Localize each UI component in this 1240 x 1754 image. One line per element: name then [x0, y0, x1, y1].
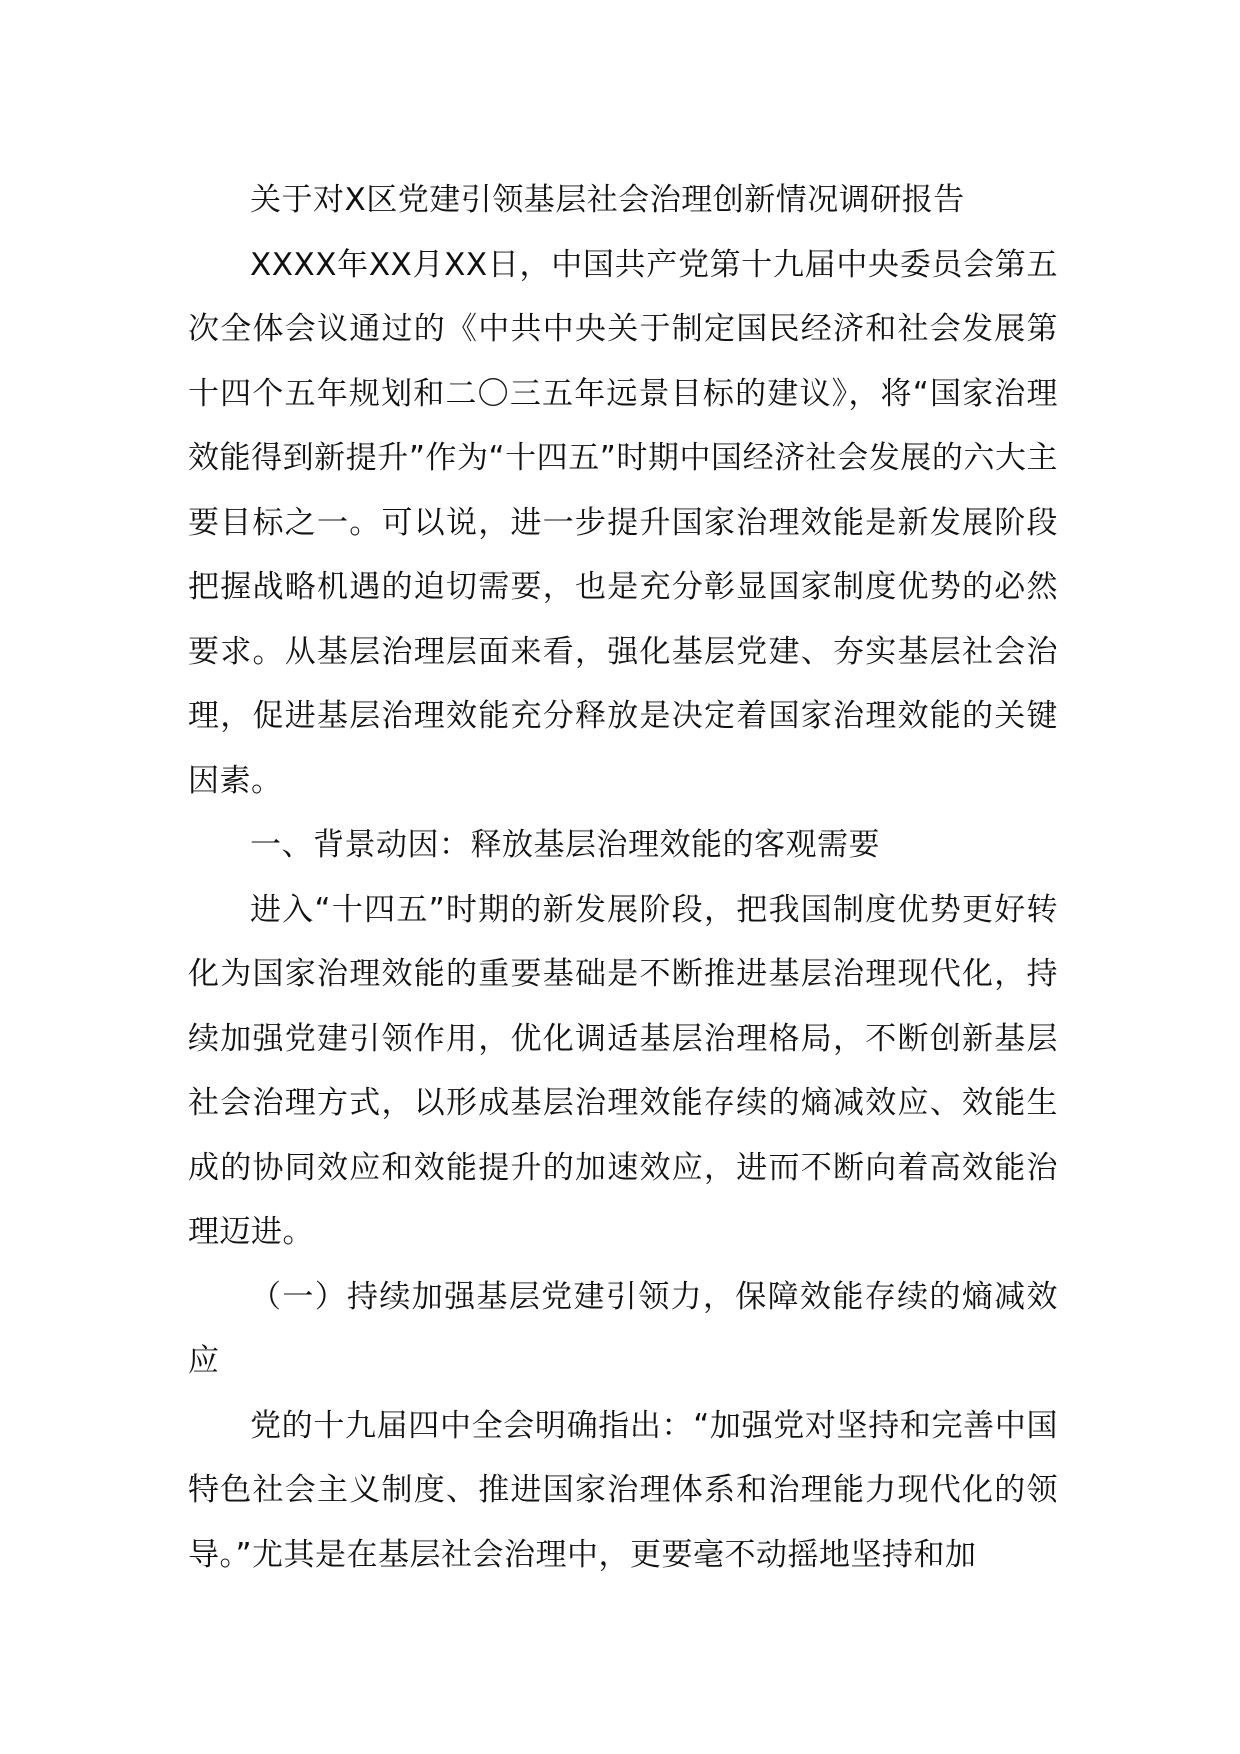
subsection-heading-1: （一）持续加强基层党建引领力，保障效能存续的熵减效应 — [188, 1278, 1058, 1379]
document-title: 关于对X区党建引领基层社会治理创新情况调研报告 — [250, 182, 965, 218]
paragraph-subsection-1: 党的十九届四中全会明确指出：“加强党对坚持和完善中国特色社会主义制度、推进国家治理体系和治理能力现代化的领导。”尤其是在基层社会治理中，更要毫不动摇地坚持和加 — [188, 1407, 1058, 1573]
section-heading-1: 一、背景动因：释放基层治理效能的客观需要 — [250, 827, 880, 863]
document-body — [188, 168, 1058, 1587]
paragraph-section-1: 进入“十四五”时期的新发展阶段，把我国制度优势更好转化为国家治理效能的重要基础是不断推进基层治理现代化，持续加强党建引领作用，优化调适基层治理格局，不断创新基层社会治理方式，以形成基层治理效能存续的熵减效应、效能生成的协同效应和效能提升的加速效应，进而不断向着高效能治理迈进。 — [188, 891, 1058, 1250]
paragraph-intro: XXXX年XX月XX日，中国共产党第十九届中央委员会第五次全体会议通过的《中共中央关于制定国民经济和社会发展第十四个五年规划和二〇三五年远景目标的建议》，将“国家治理效能得到新提升”作为“十四五”时期中国经济社会发展的六大主要目标之一。可以说，进一步提升国家治理效能是新发展阶段把握战略机遇的迫切需要，也是充分彰显国家制度优势的必然要求。从基层治理层面来看，强化基层党建、夯实基层社会治理，促进基层治理效能充分释放是决定着国家治理效能的关键因素。 — [188, 246, 1058, 799]
